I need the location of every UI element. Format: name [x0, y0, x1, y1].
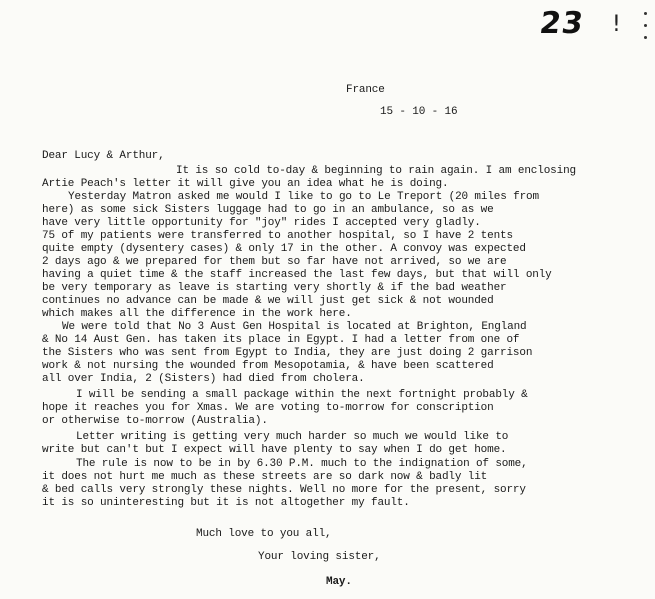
- signature: May.: [326, 576, 352, 588]
- closing-signoff: Your loving sister,: [258, 551, 381, 563]
- body-line: Yesterday Matron asked me would I like to go to Le Treport (20 miles from: [68, 191, 539, 203]
- body-line: Letter writing is getting very much harder so much we would like to: [76, 431, 509, 443]
- body-line: having a quiet time & the staff increased the last few days, but that will only: [42, 269, 552, 281]
- body-line: the Sisters who was sent from Egypt to India, they are just doing 2 garrison: [42, 347, 533, 359]
- body-line: quite empty (dysentery cases) & only 17 in the other. A convoy was expected: [42, 243, 526, 255]
- date-line: 15 - 10 - 16: [380, 106, 458, 118]
- edge-marks: [629, 8, 647, 53]
- body-line: it does not hurt me much as these streets are so dark now & badly lit: [42, 471, 488, 483]
- edge-dot: [644, 12, 647, 15]
- body-line: which makes all the difference in the work here.: [42, 308, 352, 320]
- body-line: or otherwise to-morrow (Australia).: [42, 415, 268, 427]
- edge-dot: [644, 36, 647, 39]
- body-line: & bed calls very strongly these nights. Well no more for the present, sorry: [42, 484, 526, 496]
- body-line: work & not nursing the wounded from Mesopotamia, & have been scattered: [42, 360, 494, 372]
- place-line: France: [346, 84, 385, 96]
- closing-love: Much love to you all,: [196, 528, 332, 540]
- page-number-mark: !: [612, 12, 621, 37]
- body-line: all over India, 2 (Sisters) had died from cholera.: [42, 373, 365, 385]
- body-line: have very little opportunity for "joy" rides I accepted very gladly.: [42, 217, 481, 229]
- body-line: We were told that No 3 Aust Gen Hospital is located at Brighton, England: [62, 321, 527, 333]
- body-line: Artie Peach's letter it will give you an idea what he is doing.: [42, 178, 449, 190]
- body-line: write but can't but I expect will have plenty to say when I do get home.: [42, 444, 507, 456]
- body-line: The rule is now to be in by 6.30 P.M. much to the indignation of some,: [76, 458, 528, 470]
- salutation: Dear Lucy & Arthur,: [42, 150, 165, 162]
- edge-dot: [644, 24, 647, 27]
- body-line: & No 14 Aust Gen. has taken its place in Egypt. I had a letter from one of: [42, 334, 520, 346]
- body-line: 2 days ago & we prepared for them but so far have not arrived, so we are: [42, 256, 507, 268]
- body-line: be very temporary as leave is starting very shortly & if the bad weather: [42, 282, 507, 294]
- body-line: It is so cold to-day & beginning to rain again. I am enclosing: [176, 165, 576, 177]
- body-line: here) as some sick Sisters luggage had to go in an ambulance, so as we: [42, 204, 494, 216]
- body-line: it is so uninteresting but it is not altogether my fault.: [42, 497, 410, 509]
- body-line: hope it reaches you for Xmas. We are voting to-morrow for conscription: [42, 402, 494, 414]
- body-line: I will be sending a small package within the next fortnight probably &: [76, 389, 528, 401]
- body-line: 75 of my patients were transferred to another hospital, so I have 2 tents: [42, 230, 513, 242]
- page-number: 23: [537, 6, 587, 41]
- body-line: continues no advance can be made & we will just get sick & not wounded: [42, 295, 494, 307]
